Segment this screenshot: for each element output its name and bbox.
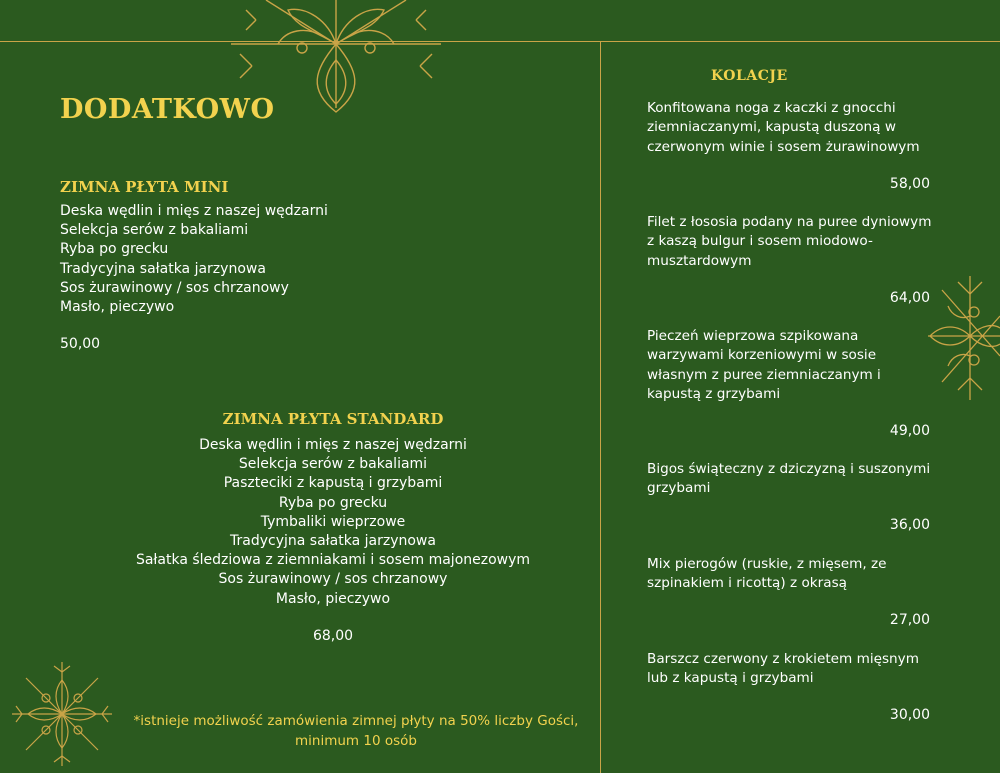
dish-price: 64,00 (889, 290, 930, 306)
page-title: DODATKOWO (60, 94, 275, 125)
zimna-plyta-mini-section (60, 178, 328, 352)
menu-item: Deska wędlin i mięs z naszej wędzarni (199, 437, 467, 453)
snowflake-ornament-bottom-left-icon (10, 660, 114, 768)
column-divider-line (600, 41, 601, 773)
dish-line: Barszcz czerwony z krokietem mięsnym (647, 651, 919, 667)
menu-item: Ryba po grecku (278, 494, 388, 511)
dish-line: musztardowym (647, 252, 752, 269)
section-title: ZIMNA PŁYTA MINI (60, 178, 229, 196)
dish-line: kapustą z grzybami (647, 386, 781, 403)
dish-line: czerwonym winie i sosem żurawinowym (647, 138, 920, 155)
dish-price: 36,00 (889, 517, 930, 533)
dish-line: własnym z puree ziemniaczanym i (647, 366, 881, 383)
dish-line: Konfitowana noga z kaczki z gnocchi (647, 100, 896, 116)
top-divider-line (0, 41, 1000, 42)
footnote-line: *istnieje możliwość zamówienia zimnej płyty na 50% liczby Gości, (133, 713, 579, 729)
menu-item: Masło, pieczywo (275, 590, 391, 607)
dish-line: szpinakiem i ricottą) z okrasą (647, 575, 847, 592)
dish-description (647, 213, 947, 271)
menu-item: Masło, pieczywo (60, 299, 175, 316)
dish-line: Filet z łososia podany na puree dyniowym (647, 214, 932, 230)
dish-description (647, 650, 947, 689)
menu-item: Selekcja serów z bakaliami (238, 456, 428, 473)
price: 68,00 (312, 627, 354, 644)
dish-price: 49,00 (889, 423, 930, 439)
footnote-line: minimum 10 osób (295, 733, 417, 749)
dish-line: Mix pierogów (ruskie, z mięsem, ze (647, 556, 887, 572)
menu-item: Deska wędlin i mięs z naszej wędzarni (60, 203, 328, 219)
menu-item: Sos żurawinowy / sos chrzanowy (60, 279, 289, 296)
menu-item: Selekcja serów z bakaliami (60, 222, 249, 239)
dish-line: grzybami (647, 480, 711, 497)
dish-line: warzywami korzeniowymi w sosie (647, 347, 877, 364)
section-title: ZIMNA PŁYTA STANDARD (222, 410, 444, 428)
dish-price: 58,00 (889, 176, 930, 192)
price: 50,00 (60, 336, 101, 353)
dish-line: lub z kapustą i grzybami (647, 670, 814, 687)
footnote (118, 711, 594, 751)
zimna-plyta-standard-section (124, 410, 542, 644)
kolacje-title: KOLACJE (711, 68, 788, 84)
menu-item: Tradycyjna sałatka jarzynowa (60, 260, 266, 277)
dish-description (647, 327, 947, 405)
menu-item: Sos żurawinowy / sos chrzanowy (218, 571, 448, 588)
dish-line: Bigos świąteczny z dziczyzną i suszonymi (647, 461, 931, 477)
dish-line: Pieczeń wieprzowa szpikowana (647, 328, 859, 344)
dish-price: 30,00 (889, 707, 930, 723)
menu-item: Tymbaliki wieprzowe (260, 513, 406, 530)
menu-item: Ryba po grecku (60, 241, 169, 258)
dish-line: ziemniaczanymi, kapustą duszoną w (647, 119, 896, 136)
menu-item: Sałatka śledziowa z ziemniakami i sosem majonezowym (135, 552, 531, 569)
dish-line: z kaszą bulgur i sosem miodowo- (647, 233, 873, 250)
dish-price: 27,00 (889, 612, 930, 628)
menu-item: Tradycyjna sałatka jarzynowa (230, 533, 436, 550)
dish-description (647, 555, 947, 594)
menu-item: Paszteciki z kapustą i grzybami (223, 475, 443, 492)
dish-description (647, 99, 947, 157)
dish-description (647, 460, 947, 499)
